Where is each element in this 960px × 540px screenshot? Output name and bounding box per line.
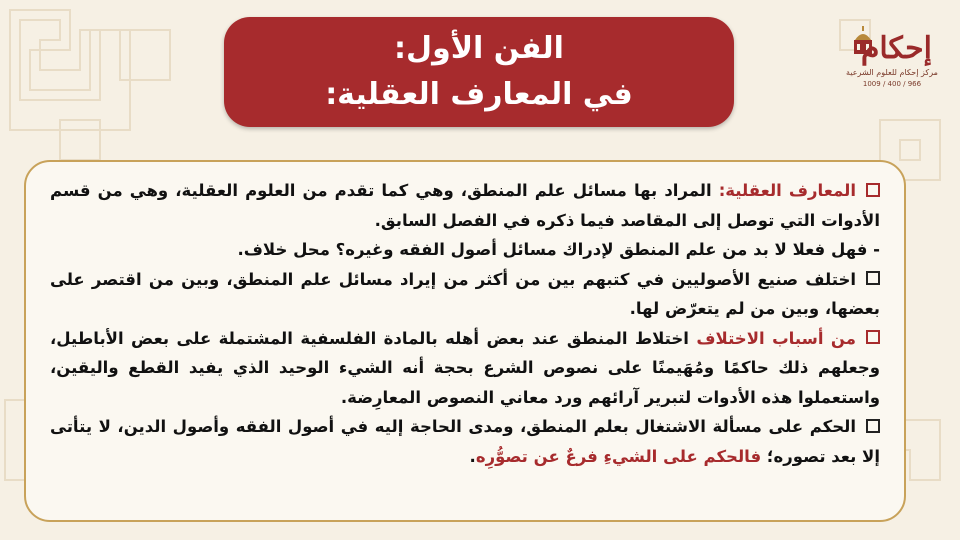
logo-number: 966 / 400 / 1009 [862, 80, 922, 88]
checkbox-bullet-icon [866, 419, 880, 433]
content-panel [24, 160, 906, 522]
paragraph-2-text: اختلف صنيع الأصوليين في كتبهم بين من أكثر من إيراد مسائل علم المنطق، وبين من اقتصر على بعضها، وبين من لم يتعرّض لها. [50, 269, 880, 318]
checkbox-bullet-icon [866, 183, 880, 197]
term-causes-of-difference: من أسباب الاختلاف [696, 328, 856, 348]
paragraph-4-emphasis: فالحكم على الشيءِ فرعٌ عن تصوُّرِه [475, 446, 762, 466]
checkbox-bullet-icon [866, 271, 880, 285]
logo-subtitle: مركز إحكام للعلوم الشرعية [846, 68, 938, 77]
paragraph-2 [50, 265, 880, 324]
title-line-1: الفن الأول: [394, 31, 564, 66]
paragraph-4-text: الحكم على مسألة الاشتغال بعلم المنطق، ومدى الحاجة إليه في أصول الفقه وأصول الدين، لا يتأتى إلا بعد تصوره؛ [50, 417, 880, 466]
paragraph-1 [50, 176, 880, 235]
paragraph-4-end: . [469, 446, 476, 466]
paragraph-1b [50, 235, 880, 265]
checkbox-bullet-icon [866, 330, 880, 344]
logo-word: إحكام [860, 31, 932, 66]
paragraph-1b-text: - فهل فعلا لا بد من علم المنطق لإدراك مسائل أصول الفقه وغيره؟ محل خلاف. [237, 240, 880, 259]
paragraph-3 [50, 324, 880, 413]
logo [846, 26, 938, 92]
term-rational-knowledge: المعارف العقلية: [718, 181, 856, 200]
paragraph-4 [50, 412, 880, 471]
title-banner [224, 17, 734, 127]
title-line-2: في المعارف العقلية: [325, 77, 633, 112]
paragraph-1-text: المراد بها مسائل علم المنطق، وهي كما تقدم من العلوم العقلية، وهي من قسم الأدوات التي توصل إلى المقاصد فيما ذكره في الفصل السابق. [50, 181, 880, 230]
paragraph-3-text: اختلاط المنطق عند بعض أهله بالمادة الفلسفية المشتملة على بعض الأباطيل، وجعلهم ذلك حاكمًا ومُهَيمنًا على نصوص الشرع بحجة أنه الشيء الوحيد الذي يفيد القطع واليقين، واستعملوا هذه الأدوات لتبرير آرائهم ورد معاني النصوص المعارِضة. [50, 328, 880, 407]
